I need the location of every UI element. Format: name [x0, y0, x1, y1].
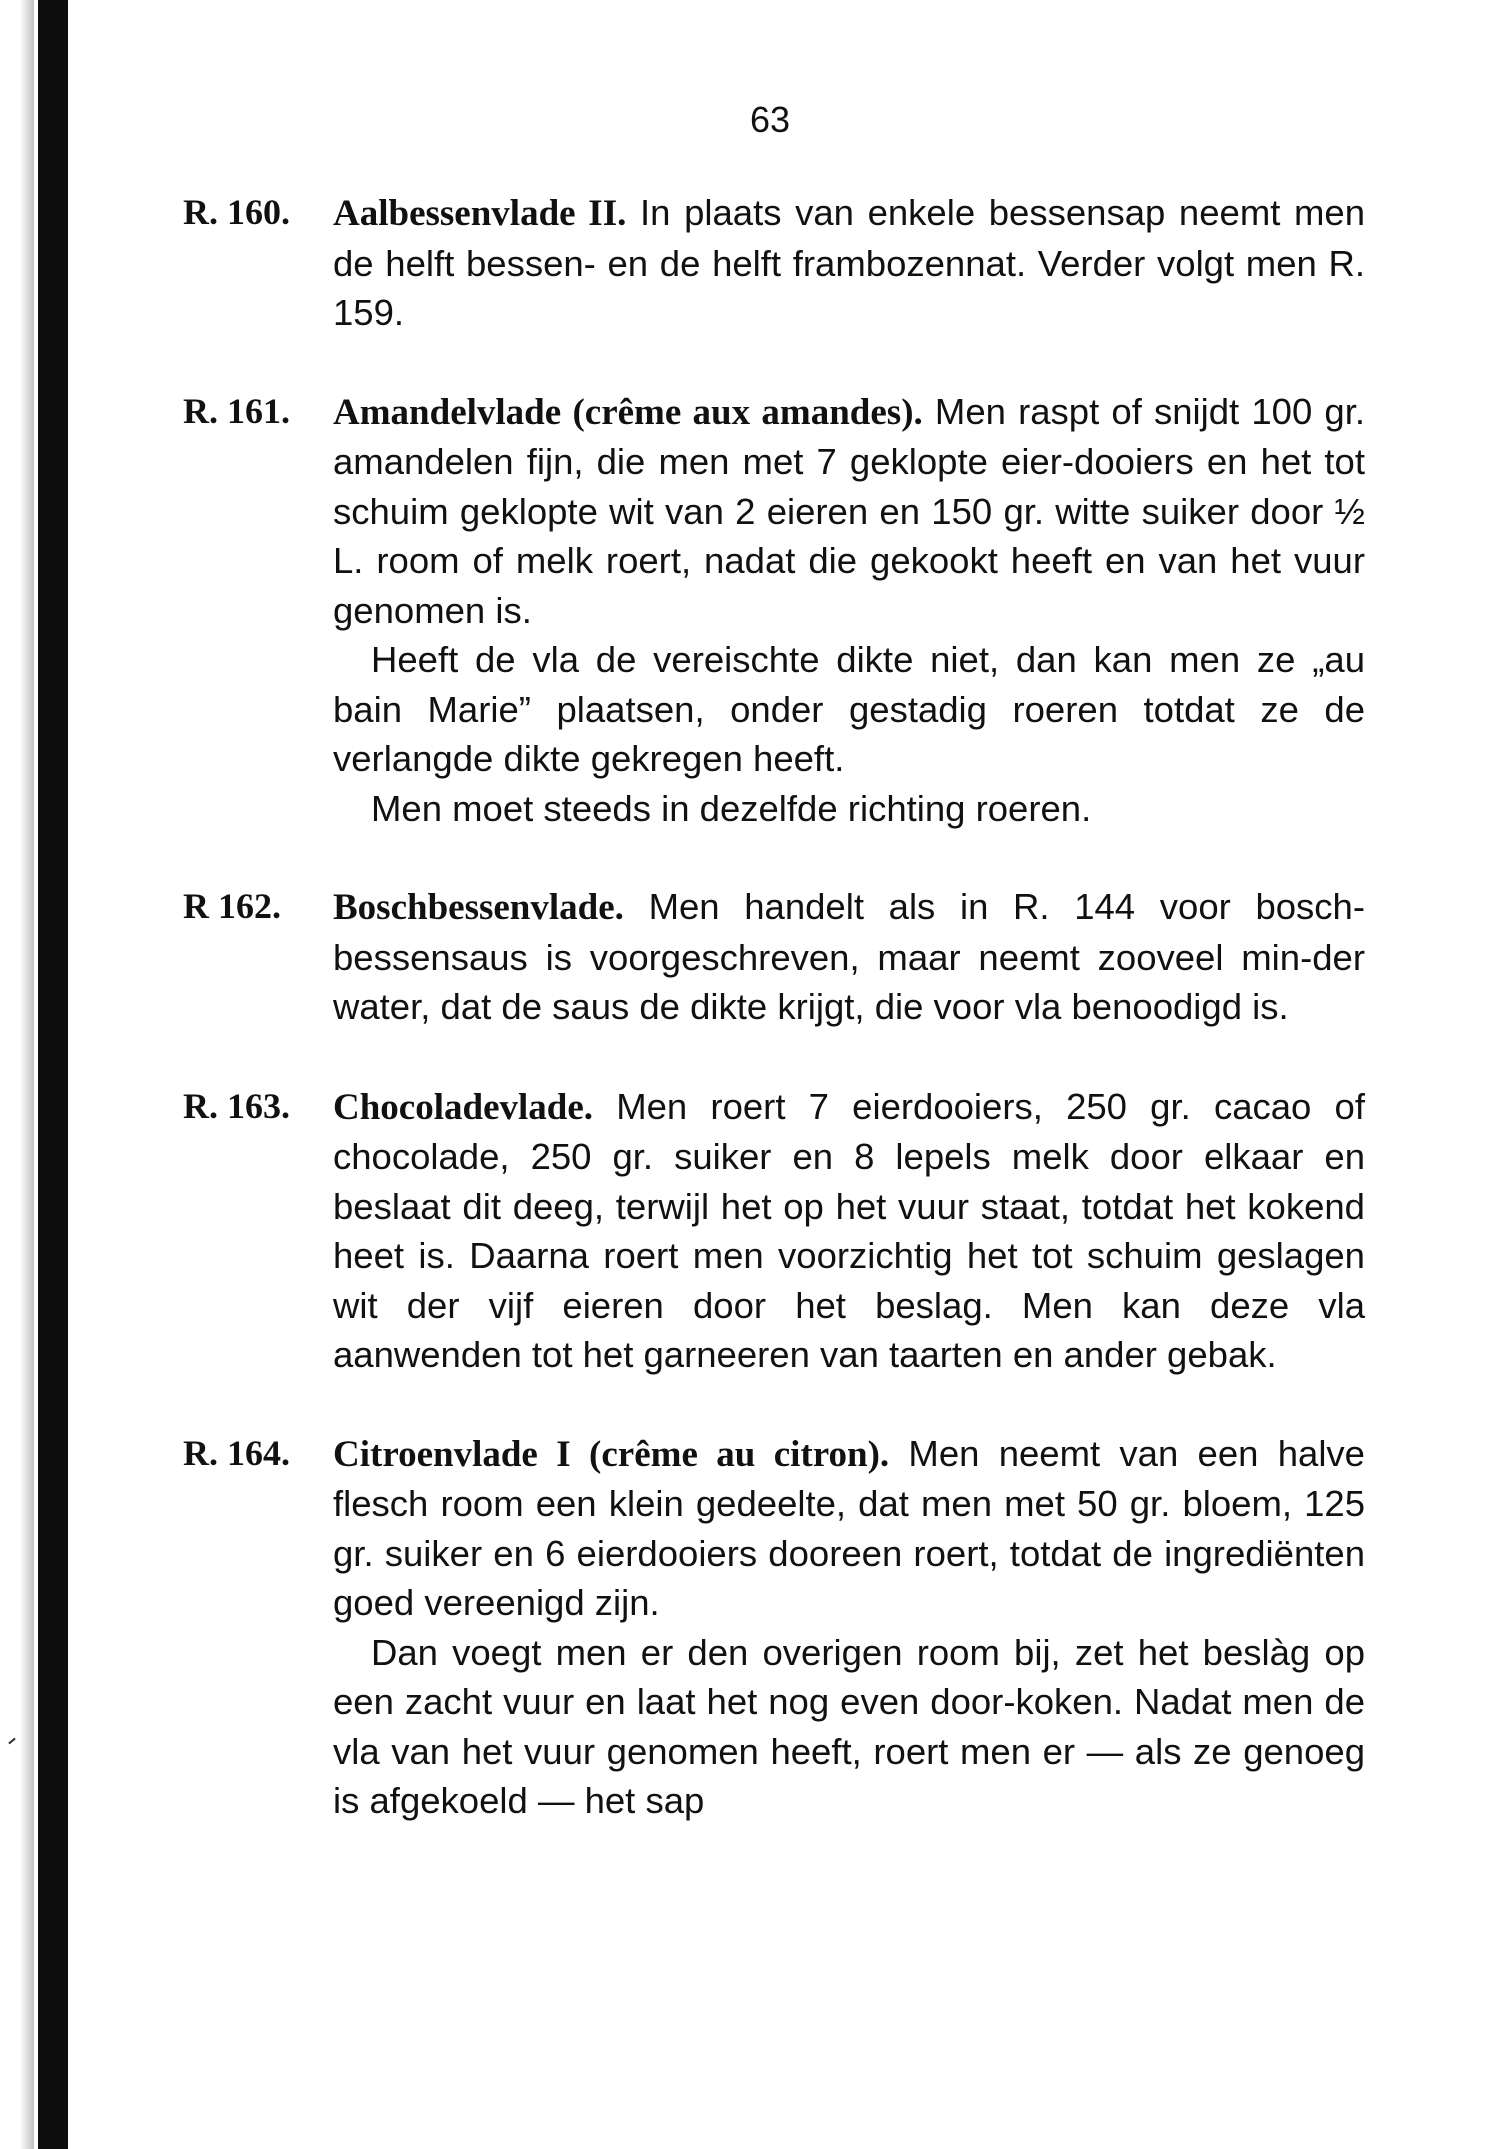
recipe-text: Men roert 7 eierdooiers, 250 gr. cacao of chocolade, 250 gr. suiker en 8 lepels melk door elkaar en beslaat dit deeg, terwijl het op het vuur staat, totdat het kokend heet is. Daarna roert men voorzichtig het tot schuim geslagen wit der vijf eieren door het beslag. Men kan deze vla aanwenden tot het garneeren van taarten en ander gebak. — [333, 1085, 1365, 1375]
recipe-body — [333, 188, 1365, 338]
recipe-body — [333, 882, 1365, 1032]
recipe-body — [333, 1082, 1365, 1380]
recipe-text: Men raspt of snijdt 100 gr. amandelen fijn, die men met 7 geklopte eier-dooiers en het tot schuim geklopte wit van 2 eieren en 150 gr. witte suiker door ½ L. room of melk roert, nadat die gekookt heeft en van het vuur genomen is. — [333, 390, 1365, 631]
recipe-text: Men neemt van een halve flesch room een klein gedeelte, dat men met 50 gr. bloem, 125 gr. suiker en 6 eierdooiers dooreen roert, totdat de ingrediënten goed vereenigd zijn. — [333, 1432, 1365, 1623]
recipe-text: Men handelt als in R. 144 voor bosch-bessensaus is voorgeschreven, maar neemt zooveel min-der water, dat de saus de dikte krijgt, die voor vla benoodigd is. — [333, 886, 1365, 1027]
recipe-title: Citroenvlade I (crême au citron). — [333, 1433, 890, 1475]
recipe-number: R. 161. — [183, 390, 290, 431]
recipe-number: R 162. — [183, 886, 281, 926]
recipe-text: In plaats van enkele bessensap neemt men de helft bessen- en de helft frambozennat. Verder volgt men R. 159. — [333, 192, 1365, 333]
stray-mark — [8, 1738, 15, 1745]
recipe-paragraph: Heeft de vla de vereischte dikte niet, dan kan men ze „au bain Marie” plaatsen, onder gestadig roeren totdat ze de verlangde dikte gekregen heeft. — [333, 639, 1365, 779]
recipe-title: Amandelvlade (crême aux amandes). — [333, 391, 923, 433]
recipe-paragraph — [333, 188, 1365, 338]
book-binding-shadow — [20, 0, 34, 2149]
recipe-body — [333, 1429, 1365, 1826]
recipe-number: R. 160. — [183, 192, 290, 232]
page-number: 63 — [749, 99, 791, 140]
recipe-number: R. 163. — [183, 1085, 290, 1126]
recipe-number: R. 164. — [183, 1432, 290, 1473]
book-binding-edge — [38, 0, 68, 2149]
recipe-paragraph: Men moet steeds in dezelfde richting roeren. — [371, 787, 1092, 829]
recipe-160 — [183, 188, 1383, 338]
recipe-162 — [183, 882, 1383, 1032]
recipe-paragraph — [333, 1429, 1365, 1628]
recipe-164 — [183, 1429, 1383, 1826]
recipe-title: Boschbessenvlade. — [333, 887, 624, 928]
recipe-paragraph — [333, 1082, 1365, 1380]
recipe-title: Aalbessenvlade II. — [333, 193, 627, 234]
recipe-163 — [183, 1082, 1383, 1380]
recipe-paragraph: Dan voegt men er den overigen room bij, zet het beslàg op een zacht vuur en laat het nog even door-koken. Nadat men de vla van het vuur genomen heeft, roert men er — als ze genoeg is afgekoeld — het sap — [333, 1631, 1365, 1821]
recipe-title: Chocoladevlade. — [333, 1086, 594, 1128]
recipe-161 — [183, 387, 1383, 834]
recipe-body — [333, 387, 1365, 834]
recipe-paragraph — [333, 387, 1365, 636]
recipe-paragraph — [333, 882, 1365, 1032]
recipe-list — [183, 188, 1383, 1826]
